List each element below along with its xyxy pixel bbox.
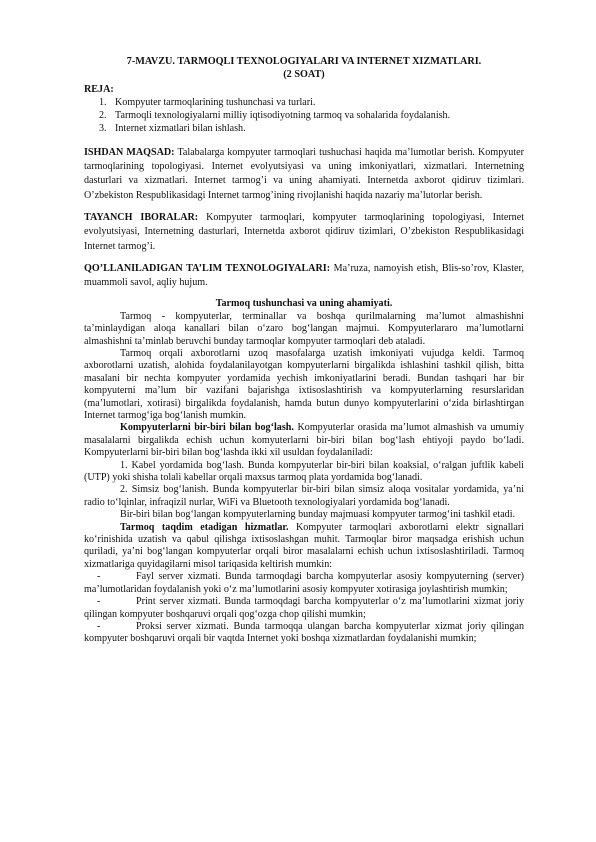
paragraph: 1. Kabel yordamida bog‘lash. Bunda kompyuterlar bir-biri bilan koaksial, o‘ralgan juftlik kabeli (UTP) yoki shisha tolali kabellar orqali maxsus tarmoq plata yordamida bog‘lanadi. <box>84 459 524 484</box>
dash-bullet: - <box>97 596 101 608</box>
goal-label: ISHDAN MAQSAD: <box>84 146 175 158</box>
plan-item-text: Kompyuter tarmoqlarining tushunchasi va turlari. <box>115 96 316 108</box>
plan-item <box>84 109 524 122</box>
plan-item-text: Tarmoqli texnologiyalarni milliy iqtisodiyotning tarmoq va sohalarida foydalanish. <box>115 110 451 122</box>
paragraph <box>84 522 524 572</box>
dash-bullet: - <box>97 620 101 632</box>
methods-label: QO’LLANILADIGAN TA’LIM TEXNOLOGIYALARI: <box>84 262 331 274</box>
list-item <box>84 621 524 646</box>
paragraph <box>84 422 524 459</box>
paragraph-lead: Tarmoq taqdim etadigan hizmatlar. <box>120 521 289 533</box>
plan-item-number: 1. <box>99 96 107 108</box>
plan-heading: REJA: <box>84 83 114 95</box>
paragraph-text: Kompyuterlar orasida ma’lumot almashish va umumiy masalalarni birgalikda echish uchun komyuterlarni bir-biri bilan bog‘lash ehtiyoji paydo bo‘ladi. Kompyuterlarni bir-biri bilan bog‘lashda ikki xil usuldan foydalaniladi: <box>84 422 524 459</box>
terms-text: Kompyuter tarmoqlari, kompyuter tarmoqlarining topologiyasi, Internet evolyutsiyasi, Internetning dasturlari, Internetda axborot qidiruv tizimlari, O’zbekiston Respublikasidagi Internet tarmog’i. <box>84 211 524 252</box>
paragraph: Bir-biri bilan bog‘langan kompyuterlarning bunday majmuasi kompyuter tarmog‘ini tashkil etadi. <box>120 509 516 521</box>
document-hours: (2 SOAT) <box>283 68 325 80</box>
paragraph: 2. Simsiz bog‘lanish. Bunda kompyuterlar bir-biri bilan simsiz aloqa vositalar yordamida, ya’ni radio to‘lqinlar, infraqizil nurlar, WiFi va Bluetooth texnologiyalari yordamida bog‘lanadi. <box>84 484 524 508</box>
plan-list <box>84 96 524 136</box>
section-title: Tarmoq tushunchasi va uning ahamiyati. <box>215 298 393 310</box>
dash-bullet: - <box>97 571 101 583</box>
document-title: 7-MAVZU. TARMOQLI TEXNOLOGIYALARI VA INTERNET XIZMATLARI. <box>126 56 482 67</box>
methods-section <box>84 262 524 291</box>
plan-item <box>84 96 524 109</box>
paragraph: Tarmoq - kompyuterlar, terminallar va boshqa qurilmalarning ma’lumot almashishni ta’minlaydigan aloqa kanallari bilan o‘zaro bog‘langan majmui. Kompyuterlararo ma’lumotlarni almashishni ta’minlab beruvchi bunday tarmoqlar kompyuter tarmoqlari deb ataladi. <box>84 310 524 347</box>
plan-item-number: 3. <box>99 123 107 135</box>
plan-item <box>84 122 524 135</box>
list-item-text: Fayl server xizmati. Bunda tarmoqdagi barcha kompyuterlar asosiy kompyuterning (server) ma’lumotlaridan foydalanish yoki o‘z ma’lumotlarini asosiy kompyuter xotirasiga joylashtirish mumkin; <box>84 571 524 595</box>
list-item-text: Print server xizmati. Bunda tarmoqdagi barcha kompyuterlar o‘z ma’lumotlarini xizmat joriy qilingan kompyuter boshqaruvi orqali qog‘ozga chop qilishi mumkin; <box>84 596 524 620</box>
plan-item-text: Internet xizmatlari bilan ishlash. <box>115 123 246 135</box>
list-item <box>84 596 524 621</box>
methods-text: Ma’ruza, namoyish etish, Blis-so’rov, Klaster, muammoli savol, aqliy hujum. <box>84 262 524 289</box>
plan-item-number: 2. <box>99 110 107 122</box>
list-item-text: Proksi server xizmati. Bunda tarmoqqa ulangan barcha kompyuterlar xizmat joriy qilingan kompyuter boshqaruvi orqali bir vaqtda Internet yoki boshqa xizmatlardan foydalanishi mumkin; <box>84 620 524 645</box>
terms-label: TAYANCH IBORALAR: <box>84 211 199 223</box>
terms-section <box>84 211 524 254</box>
paragraph-lead: Kompyuterlarni bir-biri bilan bog‘lash. <box>120 422 294 434</box>
list-item <box>84 571 524 596</box>
goal-section <box>84 146 524 203</box>
paragraph-text: Kompyuter tarmoqlari axborotlarni elektr signallari ko‘rinishida uzatish va qabul qilishga ixtisoslashgan muhit. Tarmoqlar biror maqsadga erishish uchun quriladi, ya’ni bog‘langan kompyuterlar orqali biror masalalarni echish uchun ixtisoslashtiriladi. Tarmoq xizmatlariga quyidagilarni misol tariqasida keltirish mumkin: <box>84 521 524 570</box>
goal-text: Talabalarga kompyuter tarmoqlari tushuchasi haqida ma’lumotlar berish. Kompyuter tarmoqlarining topologiyasi. Internet evolyutsiyasi va uning imkoniyatlari, xizmatlari. Internetning dasturlari va xizmatlari. Internet tarmog’i va uning ahamiyati. Internetda axborot qidiruv tizimlari. O’zbekiston Respublikasidagi Internet tarmog’ining rivojlanishi haqida nazariy ma’lutorlar berish. <box>84 146 524 201</box>
paragraph: Tarmoq orqali axborotlarni uzoq masofalarga uzatish imkoniyati vujudga keldi. Tarmoq axborotlarni uzatish, alohida foydalanilayotgan kompyuterlarni birgalikda ishlashini tashkil qilish, bitta masalani bir nechta kompyuter yordamida yechish imkoniyatlarini beradi. Bundan tashqari har bir kompyuterni ma’lum bir vazifani bajarishga ixtisoslashtirish va kompyuterlarning resurslaridan (ma’lumotlari, xotirasi) birgalikda foydalanish, hamda butun dunyo kompyuterlarini o‘zida birlashtirgan Internet tarmog‘iga bog‘lanish mumkin. <box>84 347 524 421</box>
